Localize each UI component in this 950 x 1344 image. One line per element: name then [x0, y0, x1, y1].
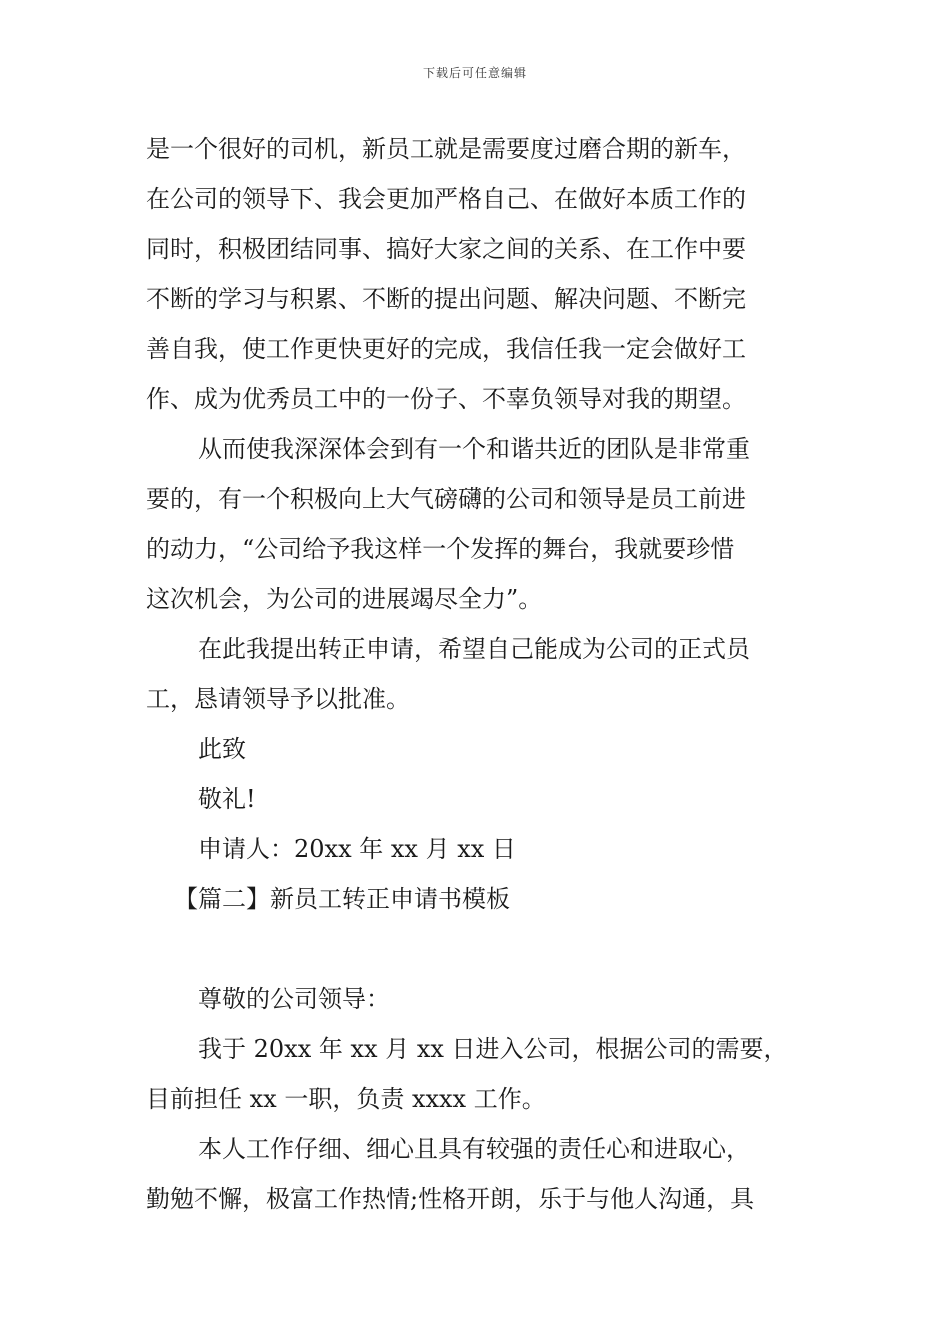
- text-line: 在公司的领导下、我会更加严格自己、在做好本质工作的: [146, 185, 746, 213]
- document-body: [146, 124, 806, 1224]
- text-line: 勤勉不懈，极富工作热情;性格开朗，乐于与他人沟通，具: [146, 1185, 755, 1213]
- text-line: 善自我，使工作更快更好的完成，我信任我一定会做好工: [146, 335, 746, 363]
- section-heading: 【篇二】新员工转正申请书模板: [174, 885, 510, 913]
- applicant-signature-line: 申请人：20xx 年 xx 月 xx 日: [198, 835, 516, 863]
- text-line: 不断的学习与积累、不断的提出问题、解决问题、不断完: [146, 285, 746, 313]
- paragraph-first-line: 本人工作仔细、细心且具有较强的责任心和进取心，: [198, 1135, 750, 1163]
- text-line: 同时，积极团结同事、搞好大家之间的关系、在工作中要: [146, 235, 746, 263]
- text-line: 这次机会，为公司的进展竭尽全力”。: [146, 585, 543, 613]
- text-line: 作、成为优秀员工中的一份子、不辜负领导对我的期望。: [146, 385, 746, 413]
- closing-regards: 敬礼!: [198, 785, 256, 813]
- paragraph-first-line: 在此我提出转正申请，希望自己能成为公司的正式员: [198, 635, 750, 663]
- text-line: 工，恳请领导予以批准。: [146, 685, 410, 713]
- text-line: 要的，有一个积极向上大气磅礴的公司和领导是员工前进: [146, 485, 746, 513]
- text-line: 的动力，“公司给予我这样一个发挥的舞台，我就要珍惜: [146, 535, 735, 563]
- header-note: 下载后可任意编辑: [422, 66, 527, 80]
- paragraph-first-line: 我于 20xx 年 xx 月 xx 日进入公司，根据公司的需要，: [198, 1035, 788, 1063]
- letter-greeting: 尊敬的公司领导：: [198, 985, 390, 1013]
- closing-salutation: 此致: [198, 735, 246, 763]
- text-line: 是一个很好的司机，新员工就是需要度过磨合期的新车，: [146, 135, 746, 163]
- text-line: 目前担任 xx 一职，负责 xxxx 工作。: [146, 1085, 546, 1113]
- blank-line: [146, 924, 806, 974]
- paragraph-first-line: 从而使我深深体会到有一个和谐共近的团队是非常重: [198, 435, 750, 463]
